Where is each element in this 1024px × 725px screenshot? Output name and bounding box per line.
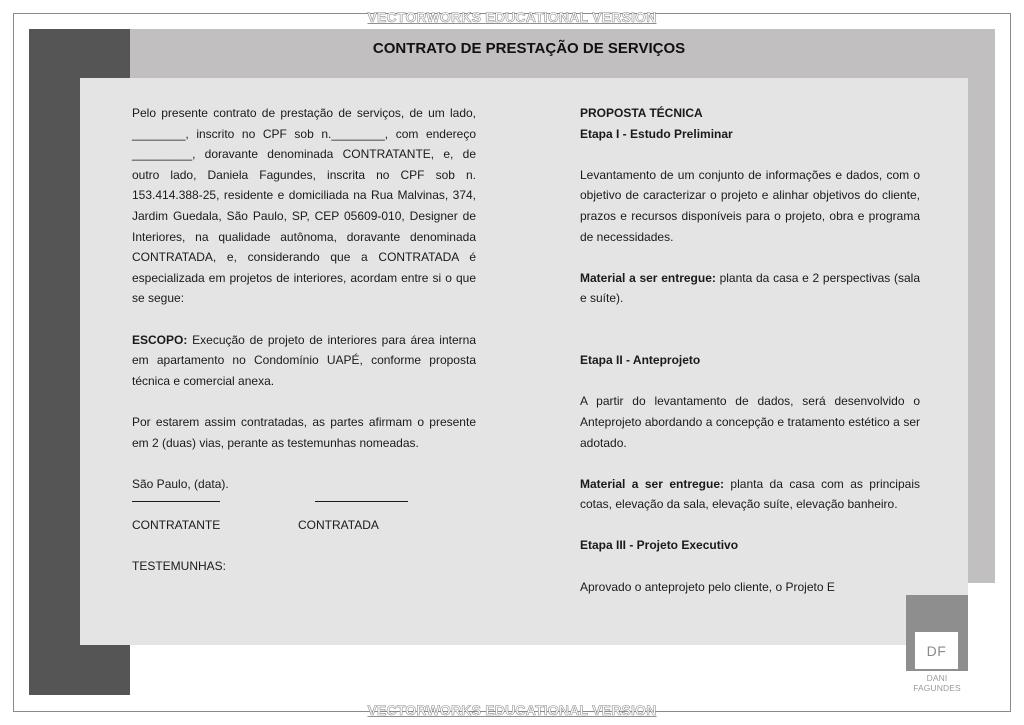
place-date: São Paulo, (data). <box>132 476 229 491</box>
signature-line-contratante <box>132 501 220 502</box>
stage1-material-text: planta da casa e 2 perspectivas (sala e suíte). <box>580 270 921 306</box>
watermark-top: VECTORWORKS EDUCATIONAL VERSION <box>367 9 657 25</box>
right-white-strip <box>968 583 995 695</box>
intro-paragraph: Pelo presente contrato de prestação de serviços, de um lado, ________, inscrito no CPF sob n.________, com endereço _________, doravante denominada CONTRATANTE, e, de outro lado, Daniela Fagundes, inscrita no CPF sob n. 153.414.388-25, residente e domiciliada na Rua Malvinas, 374, Jardim Guedala, São Paulo, SP, CEP 05609-010, Designer de Interiores, na qualidade autônoma, doravante denominada CONTRATADA, e, considerando que a CONTRATADA é especializada em projetos de interiores, acordam entre si o que se segue: <box>132 106 476 306</box>
scope-label: ESCOPO: <box>132 332 188 347</box>
contract-column <box>132 103 476 577</box>
signature-label-contratada: CONTRATADA <box>298 517 379 532</box>
stage2-material <box>580 474 920 515</box>
logo-initials: DF <box>915 632 958 669</box>
stage1-material <box>580 268 920 309</box>
logo-caption: DANI FAGUNDES <box>913 673 961 693</box>
stage2-title: Etapa II - Anteprojeto <box>580 353 701 368</box>
page-title: CONTRATO DE PRESTAÇÃO DE SERVIÇOS <box>372 40 686 57</box>
stage2-material-text: planta da casa com as principais cotas, elevação da sala, elevação suíte, elevação banheiro. <box>580 476 920 512</box>
stage2-text: A partir do levantamento de dados, será desenvolvido o Anteprojeto abordando a concepção e tratamento estético a ser adotado. <box>580 394 920 450</box>
agreement-paragraph: Por estarem assim contratadas, as partes afirmam o presente em 2 (duas) vias, perante as testemunhas nomeadas. <box>132 414 476 450</box>
signature-lines <box>132 494 476 515</box>
stage3-title: Etapa III - Projeto Executivo <box>580 538 739 553</box>
stage1-text: Levantamento de um conjunto de informações e dados, com o objetivo de caracterizar o projeto e alinhar objetivos do cliente, prazos e recursos disponíveis para o projeto, obra e programa de necessidades. <box>580 167 920 244</box>
stage3-text: Aprovado o anteprojeto pelo cliente, o Projeto E <box>580 579 835 594</box>
signature-line-contratada <box>315 501 408 502</box>
scope-text: Execução de projeto de interiores para área interna em apartamento no Condomínio UAPÉ, conforme proposta técnica e comercial anexa. <box>132 332 476 388</box>
signature-label-contratante: CONTRATANTE <box>132 517 221 532</box>
stage1-title: Etapa I - Estudo Preliminar <box>580 126 733 141</box>
bottom-white-strip <box>130 645 995 695</box>
stage2-material-label: Material a ser entregue: <box>580 476 724 491</box>
proposal-heading: PROPOSTA TÉCNICA <box>580 106 703 120</box>
scope-paragraph <box>132 330 476 392</box>
signature-labels <box>132 515 476 536</box>
proposal-column <box>580 103 920 597</box>
witnesses-label: TESTEMUNHAS: <box>132 559 227 574</box>
stage1-material-label: Material a ser entregue: <box>580 270 716 285</box>
watermark-bottom: VECTORWORKS EDUCATIONAL VERSION <box>367 702 657 718</box>
